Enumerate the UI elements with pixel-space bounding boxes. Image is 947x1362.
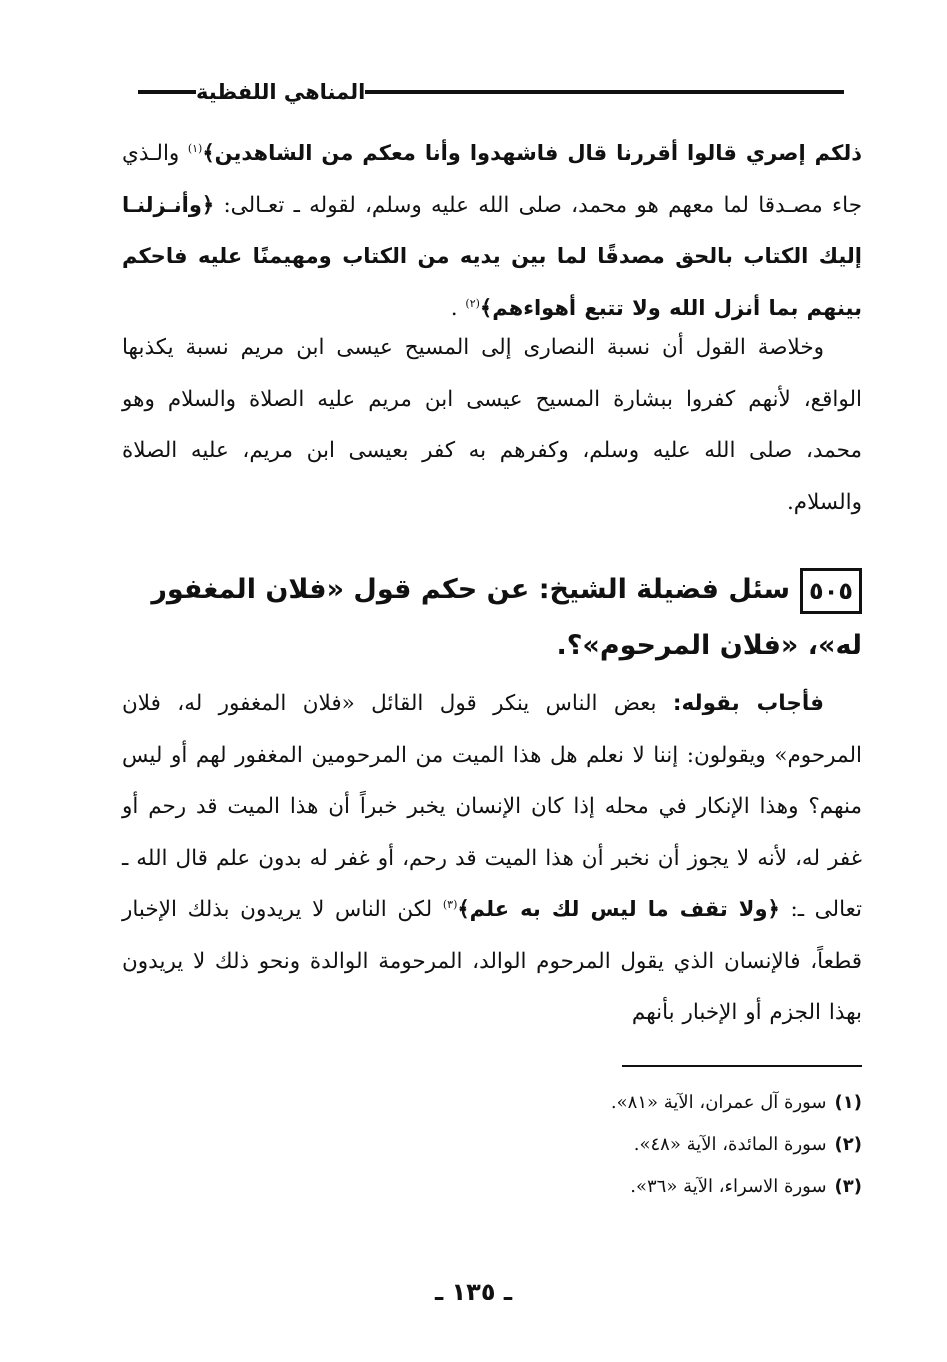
question-heading [122, 562, 862, 674]
paragraph-end: . [450, 295, 466, 321]
answer-block [122, 678, 862, 1039]
footnote-item [122, 1166, 862, 1208]
summary-paragraph-block [122, 322, 862, 528]
footnote-ref-3: (٣) [442, 897, 458, 911]
answer-lead: فأجاب بقوله: [672, 691, 824, 716]
question-number-box: ٥٠٥ [800, 568, 862, 614]
footnote-item [122, 1082, 862, 1124]
page-number: ـ ١٣٥ ـ [434, 1278, 513, 1306]
footnote-ref-1: (١) [187, 141, 203, 155]
question-text: سئل فضيلة الشيخ: عن حكم قول «فلان المغفور له»، «فلان المرحوم»؟. [151, 574, 862, 661]
footnote-number: (١) [834, 1092, 862, 1113]
header-rule-short [138, 90, 196, 94]
quran-verse-1: ذلكم إصري قالوا أقررنا قال فاشهدوا وأنا معكم من الشاهدين﴾ [202, 141, 862, 165]
footnote-ref-2: (٢) [465, 296, 480, 310]
paragraph-text: والـذي جاء مصـدقا لما معهم هو محمد، صلى الله عليه وسلم، لقوله ـ تعـالى: [122, 141, 862, 218]
header-title: المناهي اللفظية [196, 80, 366, 104]
footnotes [122, 1082, 862, 1208]
header-rule-long [365, 90, 844, 94]
footnote-text: سورة الاسراء، الآية «٣٦». [630, 1176, 827, 1197]
footnote-text: سورة المائدة، الآية «٤٨». [633, 1134, 827, 1155]
footnote-number: (٣) [834, 1176, 862, 1197]
quran-verse-3: ﴿ولا تقف ما ليس لك به علم﴾ [457, 897, 780, 921]
footnote-divider [622, 1065, 862, 1067]
answer-text-2: لكن الناس لا يريدون بذلك الإخبار قطعاً، فالإنسان الذي يقول المرحوم الوالد، المرحومة الوالدة ونحو ذلك لا يريدون بهذا الجزم أو الإخبار بأنهم [122, 897, 862, 1025]
top-paragraph [122, 128, 862, 334]
answer-text-1: بعض الناس ينكر قول القائل «فلان المغفور له، فلان المرحوم» ويقولون: إننا لا نعلم هل هذا الميت من المرحومين المغفور لهم أو ليس منهم؟ وهذا الإنكار في محله إذا كان الإنسان يخبر خبراً أن هذا الميت قد رحم أو غفر له، لأنه لا يجوز أن نخبر أن هذا الميت قد رحم، أو غفر له بدون علم قال الله ـ تعالى ـ: [122, 691, 862, 922]
footnote-item [122, 1124, 862, 1166]
answer-paragraph [122, 678, 862, 1039]
quran-verse-2: ﴿وأنـزلنـا إليك الكتاب بالحق مصدقًا لما بين يديه من الكتاب ومهيمنًا عليه فاحكم بينهم بما أنزل الله ولا تتبع أهواءهم﴾ [122, 192, 862, 320]
footnote-number: (٢) [834, 1134, 862, 1155]
summary-paragraph: وخلاصة القول أن نسبة النصارى إلى المسيح عيسى ابن مريم نسبة يكذبها الواقع، لأنهم كفروا ببشارة المسيح عيسى ابن مريم عليه الصلاة والسلام وهو محمد، صلى الله عليه وسلم، وكفرهم به كفر بعيسى ابن مريم، عليه الصلاة والسلام. [122, 335, 862, 515]
footnote-text: سورة آل عمران، الآية «٨١». [610, 1092, 827, 1113]
top-paragraph-block [122, 128, 862, 334]
running-header [120, 72, 862, 112]
